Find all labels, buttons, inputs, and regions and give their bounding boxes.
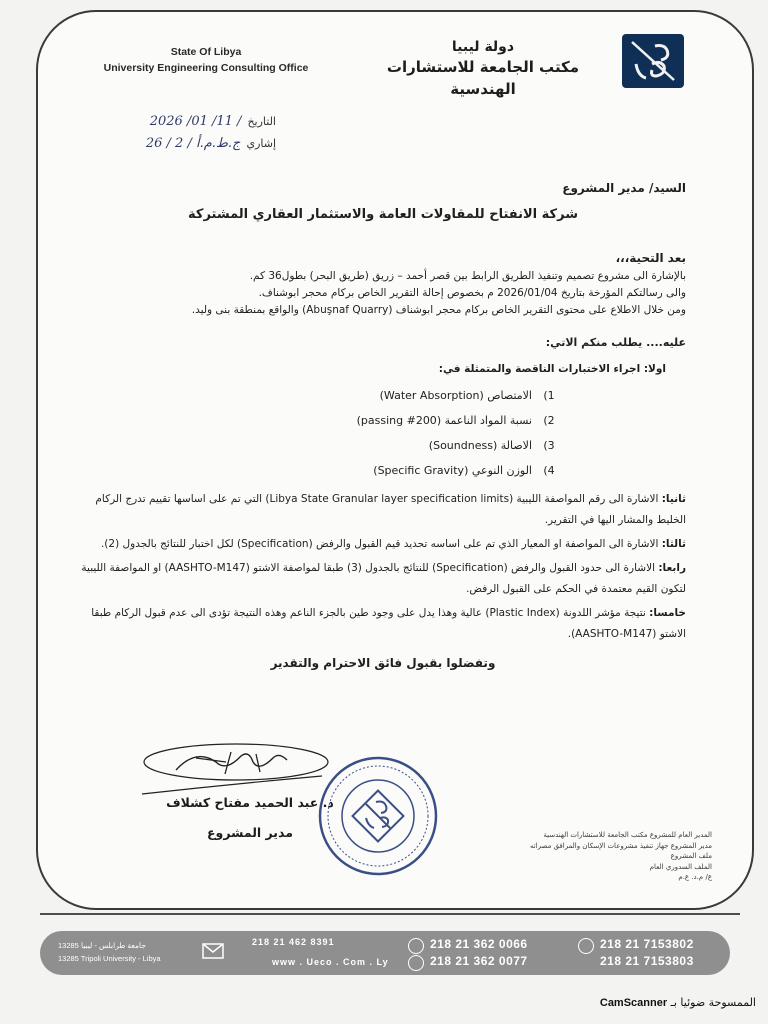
envelope-icon: [202, 943, 224, 959]
greeting: بعد التحية،،،: [615, 251, 686, 265]
header-arabic: [358, 38, 608, 100]
reference-block: [86, 110, 276, 154]
test-number: 4): [543, 464, 555, 477]
item-fifth-text: نتيجة مؤشر اللدونة (Plastic Index) عالية وهذا يدل على وجود طين بالجزء الناعم وهذه النتيجة تؤدى الى عدم قبول الركام طبقا الاشتو (AASHTO-M147).: [91, 607, 686, 640]
ref-row: [86, 132, 276, 154]
test-text: الاصالة (Soundness): [428, 439, 532, 452]
phone-number: 218 21 7153802: [600, 937, 694, 951]
cc-line: الملف السدوري العام: [649, 862, 712, 871]
item-third-label: ثالثا:: [661, 538, 686, 550]
item-third-text: الاشارة الى المواصفة او المعيار الذي تم على اساسه تحديد قيم القبول والرفض (Specification) لكل اختبار للنتائج بالجدول (2).: [100, 538, 659, 550]
phone-icon: [578, 938, 594, 954]
scanner-brand: CamScanner: [599, 997, 668, 1009]
official-stamp: [316, 754, 440, 878]
letter-body: [80, 178, 686, 675]
item-fifth: [80, 603, 686, 645]
recipient: السيد/ مدير المشروع: [562, 181, 686, 195]
footer-divider: [40, 913, 740, 915]
list-item: [80, 458, 556, 483]
scanner-prefix: الممسوحة ضوئيا بـ: [670, 996, 756, 1009]
list-item: [80, 433, 556, 458]
signer-title: مدير المشروع: [207, 825, 293, 840]
ref-label: إشاري: [246, 136, 276, 150]
item-fourth-label: رابعا:: [658, 562, 686, 574]
item-third: [80, 534, 686, 555]
item-second-label: ثانيا:: [661, 493, 686, 505]
header-en-line2: University Engineering Consulting Office: [103, 62, 309, 74]
phone-icon: [408, 955, 424, 971]
cc-line: ملف المشروع: [670, 852, 712, 860]
test-number: 3): [543, 439, 555, 452]
logo-mark-icon: [622, 34, 684, 88]
date-label: التاريخ: [247, 114, 276, 128]
paragraph-3: ومن خلال الاطلاع على محتوى التقرير الخاص بركام محجر ابوشناف (Abuşnaf Quarry) والواقع بمنطقة بنى وليد.: [191, 304, 686, 316]
list-item: [80, 383, 556, 408]
test-text: نسبة المواد الناعمة (passing #200): [356, 414, 532, 427]
signer-name: د. عبد الحميد مفتاح كشلاف: [166, 795, 334, 810]
copies-to: [460, 830, 712, 883]
tests-list: [80, 383, 686, 483]
request-line: عليه.... يطلب منكم الاتي:: [545, 336, 686, 349]
test-number: 2): [543, 414, 555, 427]
phone-number: 218 21 362 0066: [430, 937, 528, 951]
paragraph-2: والى رسالتكم المؤرخة بتاريخ 2026/01/04 م بخصوص إحالة التقرير الخاص بركام محجر ابوشناف.: [258, 287, 686, 299]
item-fourth-text: الاشارة الى حدود القبول والرفض (Specification) للنتائج بالجدول (3) طبقا لمواصفة الاشتو (AASHTO-M147) او المواصفة الليبية لتكون القيم معتمدة في الحكم على القبول الرفض.: [81, 562, 686, 595]
letter-footer: [40, 931, 730, 975]
cc-line: ع/ م.د. ع.م: [678, 873, 712, 881]
item-fourth: [80, 558, 686, 600]
item-second-text: الاشارة الى رقم المواصفة الليبية (Libya State Granular layer specification limits) التي تم على اساسها تقييم تدرج الركام الخليط والمشار اليها في التقرير.: [95, 493, 686, 526]
test-number: 1): [543, 389, 555, 402]
test-text: الوزن النوعي (Specific Gravity): [373, 464, 532, 477]
website: www . Ueco . Com . Ly: [272, 957, 389, 967]
test-text: الامتصاص (Water Absorption): [379, 389, 532, 402]
cc-line: المدير العام للمشروع مكتب الجامعة للاستشارات الهندسية: [543, 831, 712, 839]
phone-number: 218 21 362 0077: [430, 954, 528, 968]
phone-number: 218 21 7153803: [600, 954, 694, 968]
signature-area: [80, 730, 720, 900]
closing-line: وتفضلوا بقبول فائق الاحترام والتقدير: [270, 656, 496, 670]
fax-number: 218 21 462 8391: [252, 937, 335, 947]
paragraph-1: بالإشارة الى مشروع تصميم وتنفيذ الطريق الرابط بين قصر أحمد – زريق (طريق البحر) بطول36 كم.: [249, 270, 686, 282]
ref-value: 26 / 2 / ج.ط.م.أ: [145, 135, 241, 151]
item-fifth-label: خامسا:: [649, 607, 686, 619]
date-value: 2026 /01 /11 /: [149, 113, 242, 129]
cc-line: مدير المشروع جهاز تنفيذ مشروعات الإسكان والمرافق مصراته: [530, 841, 712, 850]
address-line1: 13285 جامعة طرابلس - ليبيا: [58, 941, 146, 950]
list-item: [80, 408, 556, 433]
office-logo: [622, 34, 684, 88]
header-ar-line1: دولة ليبيا: [451, 39, 515, 55]
header-english: [76, 44, 336, 76]
address-line2: 13285 Tripoli University - Libya: [58, 954, 161, 963]
header-en-line1: State Of Libya: [170, 46, 242, 58]
footer-address: [58, 939, 208, 965]
date-row: [86, 110, 276, 132]
scanner-watermark: [600, 996, 756, 1009]
item-first: اولا: اجراء الاختبارات الناقصة والمتمثلة في:: [438, 363, 666, 375]
company-name: شركة الانفتاح للمقاولات العامة والاستثمار العقاري المشتركة: [188, 207, 578, 222]
fax-icon: [408, 938, 424, 954]
header-ar-line2: مكتب الجامعة للاستشارات الهندسية: [386, 58, 580, 98]
item-second: [80, 489, 686, 531]
